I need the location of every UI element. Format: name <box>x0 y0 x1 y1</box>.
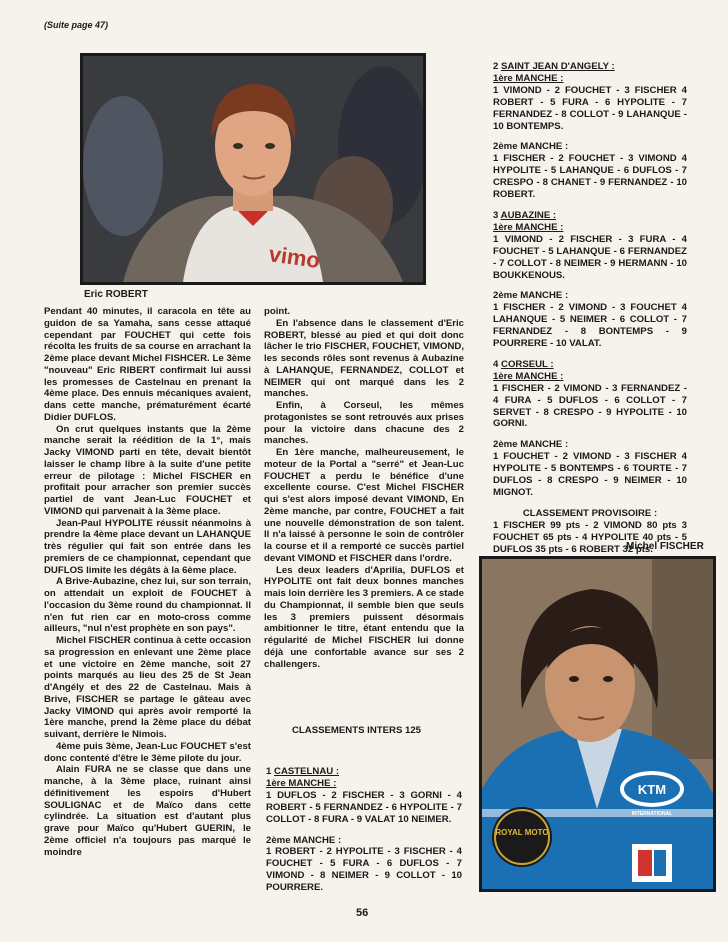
manche-results: 1 FISCHER - 2 FOUCHET - 3 VIMOND 4 HYPOLITE - 5 LAHANQUE - 6 DUFLOS - 7 CRESPO - 8 CHANET - 9 FERNANDEZ - 10 ROBERT. <box>493 153 687 201</box>
continued-note: (Suite page 47) <box>44 20 109 30</box>
paragraph: Michel FISCHER continua à cette occasion sa progression en enlevant une 2ème place et une victoire en 2ème manche, soit 27 points marqués au lieu des 25 de St Jean d'Angély et des 22 de Castelnau. Mais à Brive, FISCHER se partage le gâteau avec Jacky VIMOND qui après avoir remporté la 1ère manche, prend la 2ème place du débat suivant, derrière le Nimois. <box>44 635 251 740</box>
article-column-1 <box>44 306 251 858</box>
classement-provisoire-text: 1 FISCHER 99 pts - 2 VIMOND 80 pts 3 FOUCHET 65 pts - 4 HYPOLITE 40 pts - 5 DUFLOS 35 pts - 6 ROBERT 32 pts. <box>493 519 687 555</box>
manche-results: 1 FISCHER - 2 VIMOND - 3 FOUCHET 4 LAHANQUE - 5 NEIMER - 6 COLLOT - 7 FERNANDEZ - 8 BONTEMPS - 9 POURRERE - 10 VALAT. <box>493 302 687 350</box>
inters-title: CLASSEMENTS INTERS 125 <box>292 725 422 736</box>
ktm-logo-text: KTM <box>637 782 667 797</box>
page-number: 56 <box>356 907 369 919</box>
race-heading: 4 CORSEUL : <box>493 358 554 370</box>
article-column-2 <box>264 306 464 670</box>
photo-eric-robert <box>80 53 426 285</box>
photo-michel-fischer <box>479 556 716 892</box>
manche-results: 1 FISCHER - 2 VIMOND - 3 FERNANDEZ - 4 FURA - 5 DUFLOS - 6 COLLOT - 7 SERVET - 8 CRESPO - 9 HYPOLITE - 10 GORNI. <box>493 382 687 430</box>
manche-results: 1 FOUCHET - 2 VIMOND - 3 FISCHER 4 HYPOLITE - 5 BONTEMPS - 6 TOURTE - 7 DUFLOS - 8 CRESPO - 9 NEIMER - 10 MIGNOT. <box>493 451 687 498</box>
manche-results: 1 DUFLOS - 2 FISCHER - 3 GORNI - 4 ROBERT - 5 FERNANDEZ - 6 HYPOLITE - 7 COLLOT - 8 FURA - 9 VALAT 10 NEIMER. <box>266 789 462 825</box>
manche-label: 1ère MANCHE : <box>493 370 564 382</box>
ktm-logo-subtext: INTERNATIONAL <box>631 811 673 817</box>
race-heading: 2 SAINT JEAN D'ANGELY : <box>493 61 615 72</box>
paragraph: Alain FURA ne se classe que dans une manche, à la 3ème place, ruinant ainsi définitivement les espoirs d'Hubert SOULIGNAC et de Maïco dans cette cylindrée. La situation est d'autant plus grave pour Maïco qu'Hubert GUERIN, le 2ème officiel n'a toujours pas marqué le moindre <box>44 764 251 858</box>
photo-caption-michel-fischer: Michel FISCHER <box>626 541 704 552</box>
manche-label: 1ère MANCHE : <box>493 72 564 84</box>
paragraph: 4ème puis 3ème, Jean-Luc FOUCHET s'est donc contenté d'être le 3ème pilote du jour. <box>44 740 251 764</box>
manche-label: 2ème MANCHE : <box>493 439 569 451</box>
jersey-text: vimo <box>267 241 322 274</box>
royal-moto-badge-text: ROYAL MOTO <box>495 828 549 837</box>
manche-results: 1 VIMOND - 2 FOUCHET - 3 FISCHER 4 ROBERT - 5 FURA - 6 HYPOLITE - 7 FERNANDEZ - 8 COLLOT - 9 LAHANQUE - 10 BONTEMPS. <box>493 84 687 132</box>
results-castelnau <box>266 766 462 903</box>
classement-provisoire-title: CLASSEMENT PROVISOIRE : <box>522 507 658 519</box>
manche-label: 1ère MANCHE : <box>266 777 337 789</box>
manche-label: 2ème MANCHE : <box>266 834 342 846</box>
manche-results: 1 ROBERT - 2 HYPOLITE - 3 FISCHER - 4 FOUCHET - 5 FURA - 6 DUFLOS - 7 VIMOND - 8 NEIMER - 9 COLLOT - 10 POURRERE. <box>266 846 462 894</box>
race-heading: 3 AUBAZINE : <box>493 209 557 221</box>
paragraph: Les deux leaders d'Aprilia, DUFLOS et HYPOLITE ont fait deux bonnes manches mais loin derrière les 3 premiers. A ce stade du Championnat, il semble bien que seuls les 3 premiers puissent désormais ambitionner le titre, étant entendu que la régularité de Michel FISCHER lui donne déjà une confortable avance sur ses 2 challengers. <box>264 564 464 670</box>
paragraph: Pendant 40 minutes, il caracola en tête au guidon de sa Yamaha, sans cesse attaqué cependant par FOUCHET qui cette fois récolta les fruits de sa course en arrachant la 2ème place devant Michel FISHCER. Le 3ème "nouveau" Eric RIBERT confirmait lui aussi les promesses de Castelnau en prenant la 4ème place. Des ennuis mécaniques avaient, dans cette manche, prématurément écarté Didier DUFLOS. <box>44 306 251 423</box>
paragraph: Jean-Paul HYPOLITE réussit néanmoins à prendre la 4ème place devant un LAHANQUE très régulier qui fait son entrée dans les premiers de ce championnat, cependant que DUFLOS limite les dégâts à la 6ème place. <box>44 517 251 576</box>
paragraph: Enfin, à Corseul, les mêmes protagonistes se sont retrouvés aux prises pour la victoire dans chacune des 2 manches. <box>264 400 464 447</box>
manche-label: 2ème MANCHE : <box>493 141 569 153</box>
paragraph: En 1ère manche, malheureusement, le moteur de la Portal a "serré" et Jean-Luc FOUCHET a perdu le bénéfice d'une excellente course. C'est Michel FISCHER qui s'est alors imposé devant VIMOND, En 2ème manche, par contre, FOUCHET a fait une nouvelle démonstration de son talent. Il n'a laissé à personne le soin de contrôler la course et il a remporté ce succès partiel devant VIMOND et FISCHER dans l'ordre. <box>264 447 464 564</box>
results-column-3 <box>493 61 687 556</box>
race-heading: 1 CASTELNAU : <box>266 766 340 777</box>
paragraph: point. <box>264 306 291 317</box>
manche-label: 1ère MANCHE : <box>493 221 564 233</box>
manche-results: 1 VIMOND - 2 FISCHER - 3 FURA - 4 FOUCHET - 5 LAHANQUE - 6 FERNANDEZ - 7 COLLOT - 8 NEIMER - 9 HERMANN - 10 BOUKKENOUS. <box>493 233 687 281</box>
paragraph: En l'absence dans le classement d'Eric ROBERT, blessé au pied et qui doit donc lâcher le trio FISCHER, FOUCHET, VIMOND, les seconds rôles sont revenus à Aubazine à LAHANQUE, FERNANDEZ, COLLOT et NEIMER qui ont marqué dans les 2 manches. <box>264 317 464 400</box>
photo-caption-eric-robert: Eric ROBERT <box>84 289 148 300</box>
paragraph: A Brive-Aubazine, chez lui, sur son terrain, on attendait un exploit de FOUCHET à l'occasion du 3ème round du championnat. Il n'en fut rien car en moto-cross comme ailleurs, "nul n'est prophète en son pays". <box>44 576 251 635</box>
manche-label: 2ème MANCHE : <box>493 290 569 302</box>
paragraph: On crut quelques instants que la 2ème manche serait la réédition de la 1°, mais Jacky VIMOND parti en tête, devait bientôt laisser le champ libre à la suite d'une petite erreur de pilotage : Michel FISCHER en profitait pour arracher son premier succès partiel de vant Jean-Luc FOUCHET et VIMOND qui parvenait à la 3ème place. <box>44 423 251 517</box>
